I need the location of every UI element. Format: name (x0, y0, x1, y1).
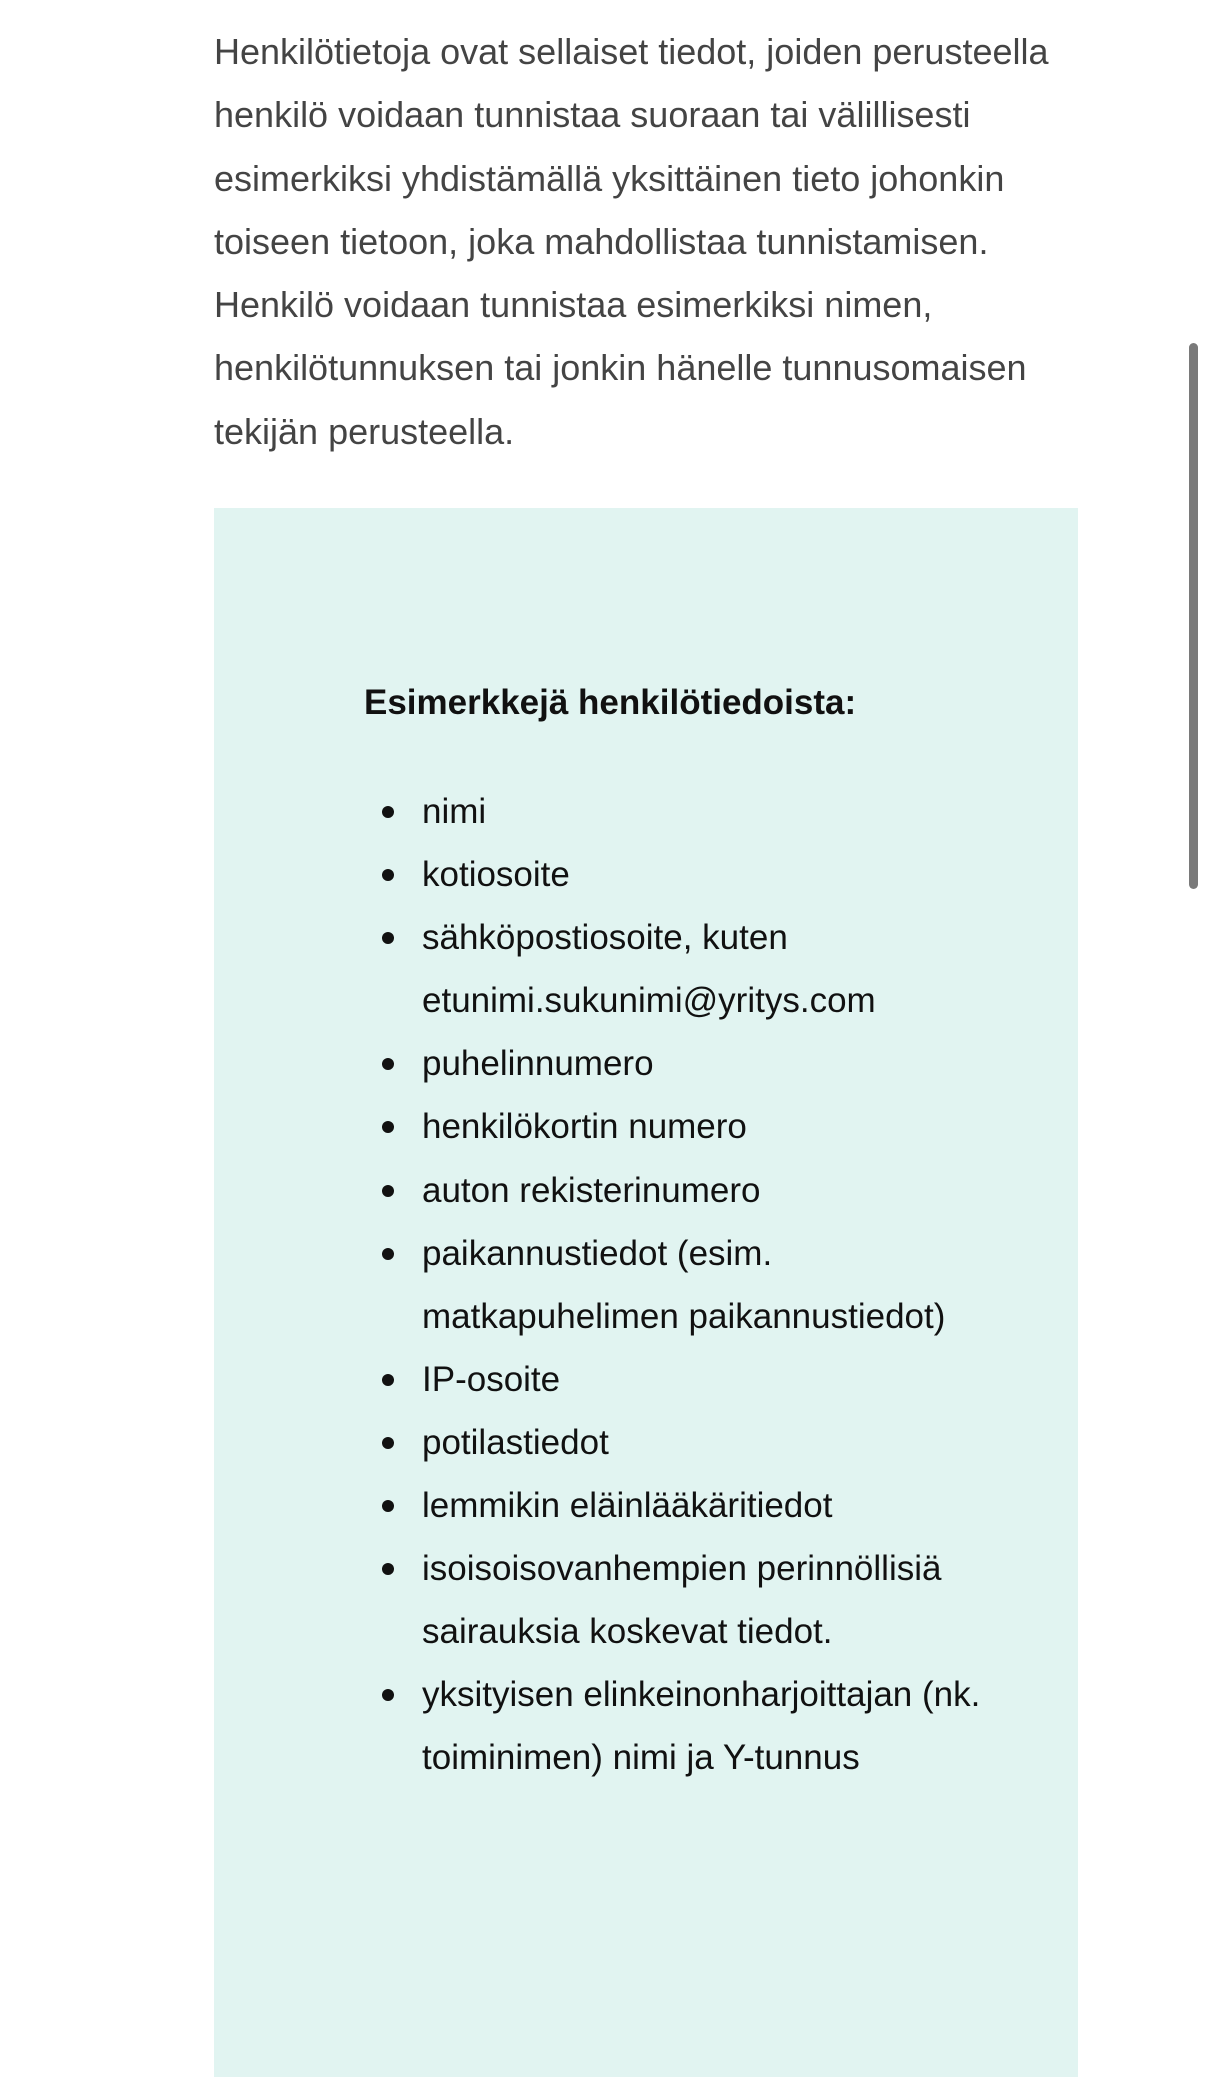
list-item-sahkopostiosoite: sähköpostiosoite, kuten etunimi.sukunimi@yritys.com (422, 906, 982, 1032)
list-item-ip-osoite: IP-osoite (422, 1348, 982, 1411)
list-item-henkilokortin-numero: henkilökortin numero (422, 1095, 982, 1158)
examples-list (422, 780, 982, 1790)
list-item-auton-rekisterinumero: auton rekisterinumero (422, 1159, 982, 1222)
vertical-scrollbar[interactable] (1189, 343, 1198, 889)
list-item-puhelinnumero: puhelinnumero (422, 1032, 982, 1095)
list-item-paikannustiedot: paikannustiedot (esim. matkapuhelimen paikannustiedot) (422, 1222, 982, 1348)
list-item-kotiosoite: kotiosoite (422, 843, 982, 906)
list-item-elainlaakaritiedot: lemmikin eläinlääkäritiedot (422, 1474, 982, 1537)
personal-data-examples-box (214, 508, 1078, 2077)
intro-paragraph: Henkilötietoja ovat sellaiset tiedot, joiden perusteella henkilö voidaan tunnistaa suoraan tai välillisesti esimerkiksi yhdistämällä yksittäinen tieto johonkin toiseen tietoon, joka mahdollistaa tunnistamisen. Henkilö voidaan tunnistaa esimerkiksi nimen, henkilötunnuksen tai jonkin hänelle tunnusomaisen tekijän perusteella. (214, 31, 1049, 452)
list-item-perinnolliset-sairaudet: isoisoisovanhempien perinnöllisiä sairauksia koskevat tiedot. (422, 1537, 982, 1663)
examples-title: Esimerkkejä henkilötiedoista: (364, 683, 857, 722)
list-item-potilastiedot: potilastiedot (422, 1411, 982, 1474)
list-item-toiminimi-y-tunnus: yksityisen elinkeinonharjoittajan (nk. toiminimen) nimi ja Y-tunnus (422, 1663, 982, 1789)
list-item-nimi: nimi (422, 780, 982, 843)
